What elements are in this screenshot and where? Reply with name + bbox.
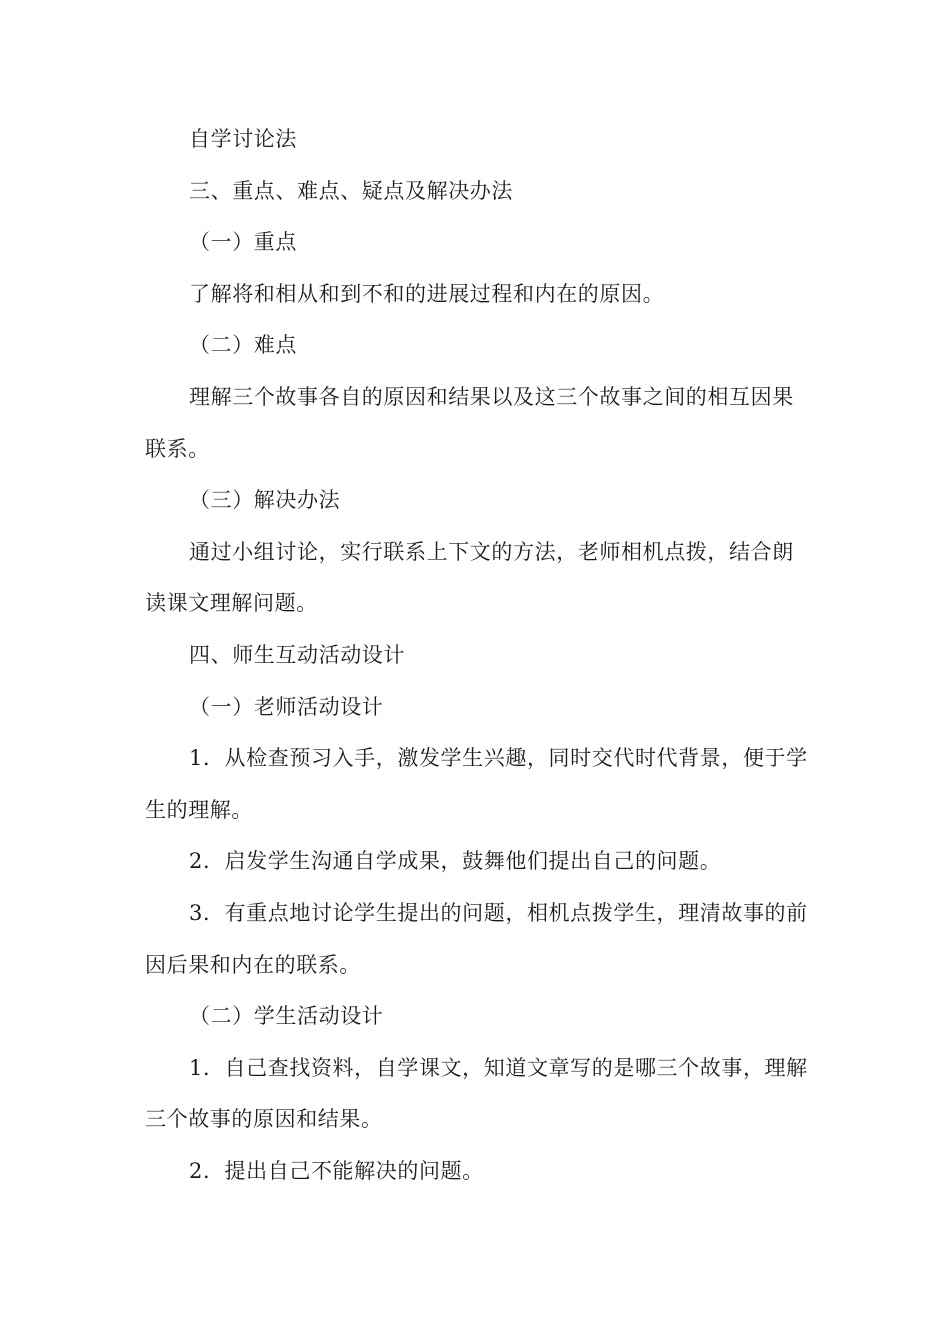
paragraph-key-point: 了解将和相从和到不和的进展过程和内在的原因。 [189,281,665,306]
subheading-student-activity: （二）学生活动设计 [189,1004,384,1029]
subheading-key-point: （一）重点 [189,230,297,255]
list-item-student-1: 1．自己查找资料，自学课文，知道文章写的是哪三个故事，理解三个故事的原因和结果。 [145,1055,808,1132]
list-item-teacher-1: 1．从检查预习入手，激发学生兴趣，同时交代时代背景，便于学生的理解。 [145,746,808,822]
paragraph-difficulty: 理解三个故事各自的原因和结果以及这三个故事之间的相互因果联系。 [145,384,794,461]
list-item-teacher-2: 2．启发学生沟通自学成果，鼓舞他们提出自己的问题。 [189,849,722,874]
document-body [145,114,810,1197]
subheading-teacher-activity: （一）老师活动设计 [189,694,384,719]
subheading-solution: （三）解决办法 [189,488,341,513]
list-item-teacher-3: 3．有重点地讨论学生提出的问题，相机点拨学生，理清故事的前因后果和内在的联系。 [145,900,808,977]
subheading-difficulty: （二）难点 [189,333,297,358]
paragraph-solution: 通过小组讨论，实行联系上下文的方法，老师相机点拨，结合朗读课文理解问题。 [145,539,794,616]
heading-section-3: 三、重点、难点、疑点及解决办法 [189,178,513,203]
paragraph-method: 自学讨论法 [189,127,297,151]
heading-section-4: 四、师生互动活动设计 [189,642,405,667]
list-item-student-2: 2．提出自己不能解决的问题。 [189,1158,484,1183]
